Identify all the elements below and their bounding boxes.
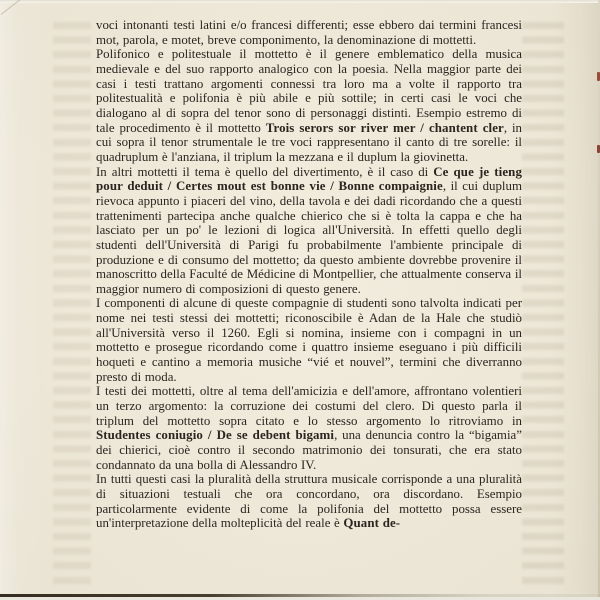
text-segment: I componenti di alcune di queste compagnie di studenti sono talvolta indicati per nome nei testi stessi dei mottetti; riconoscibile è Adan de la Hale che studiò all'Università verso il 1260. Egli si nomina, insieme con i compagni in un mottetto e prosegue ricordando come i quattro insieme eseguano i più difficili hoqueti e cantino a memoria musiche “vié et nouvel”, termini che diverranno presto di moda. — [96, 296, 522, 384]
text-segment: , il cui duplum rievoca appunto i piaceri del vino, della tavola e dei dadi ricordando che a questi trattenimenti partecipa anche qualche chierico che si è tolta la cappa e che ha lasciato per un po' le lezioni di logica all'Università. In effetti quello degli studenti dell'Università di Parigi fu probabilmente l'ambiente principale di produzione e di consumo del mottetto; da questo ambiente dovrebbe provenire il manoscritto della Faculté de Médicine di Montpellier, che attualmente conserva il maggior numero di composizioni di questo genere. — [96, 179, 522, 296]
text-segment: In altri mottetti il tema è quello del divertimento, è il caso di — [96, 164, 434, 179]
text-segment: voci intonanti testi latini e/o francesi differenti; esse ebbero dai termini francesi mot, parola, e motet, breve componimento, la denominazione di mottetti. — [96, 18, 522, 47]
bold-phrase: Trois serors sor river mer / chantent cler — [265, 120, 504, 135]
text-segment: Polifonico e politestuale il mottetto è il genere emblematico della musica medievale e del suo rapporto analogico con la poesia. Nella maggior parte dei casi i testi trattano argomenti connessi tra loro ma a volte il rapporto tra politestualità e polifonia è più abile e più sottile; in certi casi le voci che dialogano al di sopra del tenor sono di personaggi distinti. Esempio estremo di tale procedimento è il mottetto — [96, 47, 522, 135]
bold-phrase: Ce que je tieng pour deduit / Certes mout est bonne vie / Bonne compaignie — [96, 164, 522, 194]
text-segment: In tutti questi casi la pluralità della struttura musicale corrisponde a una pluralità di situazioni testuali che ora concordano, ora discordano. Esempio particolarmente evidente di come la polifonia del mottetto possa essere un'interpretazione della molteplicità del reale è — [96, 472, 522, 531]
bleed-through-left-margin — [53, 22, 91, 586]
text-segment: I testi dei mottetti, oltre al tema dell'amicizia e dell'amore, affrontano volentieri un terzo argomento: la corruzione dei costumi del clero. Di questo parla il triplum del mottetto sopra citato e lo stesso argomento lo ritroviamo in — [96, 384, 522, 428]
paragraph — [96, 384, 522, 472]
paragraph — [96, 165, 522, 297]
bold-phrase: Quant de- — [343, 516, 401, 531]
bold-phrase: Studentes coniugio / De se debent bigami — [96, 428, 335, 443]
text-block — [96, 18, 522, 531]
paragraph — [96, 47, 522, 164]
paragraph — [96, 472, 522, 531]
page-edge-top — [0, 0, 600, 3]
paragraph — [96, 18, 522, 47]
text-segment: , una denuncia contro la “bigamia” dei chierici, cioè contro il secondo matrimonio dei tonsurati, che era stato condannato da una bolla di Alessandro IV. — [96, 428, 522, 472]
text-segment: , in cui sopra il tenor strumentale le tre voci rappresentano il canto di tre sorelle: il quadruplum è l'anziana, il triplum la mezzana e il duplum la giovinetta. — [96, 120, 522, 164]
bleed-through-right-margin — [522, 22, 564, 586]
paragraph — [96, 296, 522, 384]
